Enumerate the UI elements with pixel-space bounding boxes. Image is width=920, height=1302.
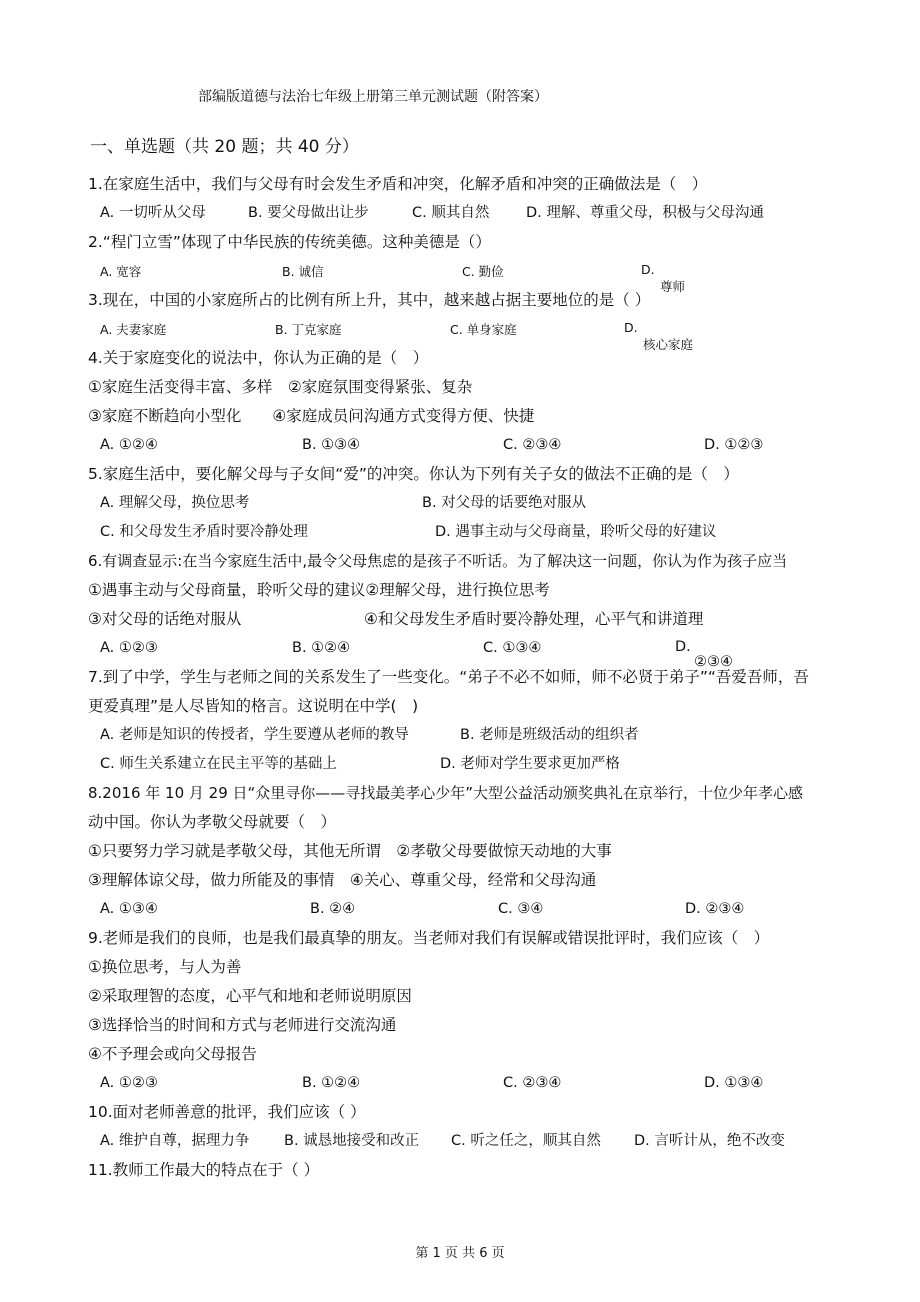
question-1-option-d: D. 理解、尊重父母，积极与父母沟通 xyxy=(526,205,764,221)
question-8-statements-2: ③理解体谅父母，做力所能及的事情 ④关心、尊重父母，经常和父母沟通 xyxy=(88,871,597,889)
question-9-statement-3: ③选择恰当的时间和方式与老师进行交流沟通 xyxy=(88,1016,397,1034)
question-3-option-b: B. 丁克家庭 xyxy=(275,322,342,337)
question-4-option-d: D. ①②③ xyxy=(704,437,764,453)
question-10-option-c: C. 听之任之，顺其自然 xyxy=(451,1133,601,1149)
question-6-statement-4: ④和父母发生矛盾时要冷静处理，心平气和讲道理 xyxy=(364,610,704,628)
question-3-stem: 3.现在，中国的小家庭所占的比例有所上升，其中，越来越占据主要地位的是（ ） xyxy=(88,291,651,309)
question-2-stem: 2.“程门立雪”体现了中华民族的传统美德。这种美德是（） xyxy=(88,233,491,251)
question-6-statements-1: ①遇事主动与父母商量，聆听父母的建议②理解父母，进行换位思考 xyxy=(88,581,550,599)
question-4-stem: 4.关于家庭变化的说法中，你认为正确的是（ ） xyxy=(88,349,429,367)
question-5-option-a: A. 理解父母，换位思考 xyxy=(100,495,250,511)
question-10-option-b: B. 诚恳地接受和改正 xyxy=(284,1133,420,1149)
question-4-statements-2: ③家庭不断趋向小型化 ④家庭成员问沟通方式变得方便、快捷 xyxy=(88,407,535,425)
question-9-option-c: C. ②③④ xyxy=(503,1075,562,1091)
question-2-option-d-text: 尊师 xyxy=(660,279,686,294)
question-5-option-d: D. 遇事主动与父母商量，聆听父母的好建议 xyxy=(435,524,717,540)
page-footer: 第 1 页 共 6 页 xyxy=(415,1246,505,1261)
question-6-option-a: A. ①②③ xyxy=(100,640,158,656)
question-9-option-d: D. ①③④ xyxy=(704,1075,764,1091)
question-11-stem: 11.教师工作最大的特点在于（ ） xyxy=(88,1161,320,1179)
question-4-statements-1: ①家庭生活变得丰富、多样 ②家庭氛围变得紧张、复杂 xyxy=(88,378,473,396)
question-8-stem-2: 动中国。你认为孝敬父母就要（ ） xyxy=(88,813,337,831)
question-6-option-c: C. ①③④ xyxy=(483,640,542,656)
question-7-option-d: D. 老师对学生要求更加严格 xyxy=(440,756,620,772)
question-9-statement-2: ②采取理智的态度，心平气和地和老师说明原因 xyxy=(88,987,412,1005)
question-8-option-c: C. ③④ xyxy=(498,901,544,917)
question-8-option-b: B. ②④ xyxy=(310,901,356,917)
question-1-stem: 1.在家庭生活中，我们与父母有时会发生矛盾和冲突，化解矛盾和冲突的正确做法是（ ） xyxy=(88,175,708,193)
question-5-option-c: C. 和父母发生矛盾时要冷静处理 xyxy=(100,524,308,540)
question-5-option-b: B. 对父母的话要绝对服从 xyxy=(422,495,587,511)
question-10-option-d: D. 言听计从，绝不改变 xyxy=(634,1133,785,1149)
question-8-option-d: D. ②③④ xyxy=(685,901,745,917)
question-4-option-c: C. ②③④ xyxy=(503,437,562,453)
question-6-option-b: B. ①②④ xyxy=(292,640,351,656)
question-2-option-c: C. 勤俭 xyxy=(462,264,504,279)
question-8-statements-1: ①只要努力学习就是孝敬父母，其他无所谓 ②孝敬父母要做惊天动地的大事 xyxy=(88,842,612,860)
question-7-option-a: A. 老师是知识的传授者，学生要遵从老师的教导 xyxy=(100,727,409,743)
question-1-option-b: B. 要父母做出让步 xyxy=(248,205,369,221)
question-6-statement-3: ③对父母的话绝对服从 xyxy=(88,610,242,628)
question-3-option-d: D. xyxy=(624,320,638,335)
question-6-stem: 6.有调查显示:在当今家庭生活中,最令父母焦虑的是孩子不听话。为了解决这一问题，你认为作为孩子应当 xyxy=(88,552,788,570)
question-7-stem-2: 更爱真理”是人尽皆知的格言。这说明在中学( ) xyxy=(88,697,419,715)
question-8-option-a: A. ①③④ xyxy=(100,901,158,917)
question-9-statement-1: ①换位思考，与人为善 xyxy=(88,958,242,976)
question-3-option-c: C. 单身家庭 xyxy=(450,322,517,337)
question-5-stem: 5.家庭生活中，要化解父母与子女间“爱”的冲突。你认为下列有关子女的做法不正确的是（ ） xyxy=(88,465,739,483)
question-2-option-b: B. 诚信 xyxy=(282,264,324,279)
question-8-stem-1: 8.2016 年 10 月 29 日“众里寻你——寻找最美孝心少年”大型公益活动颁奖典礼在京举行，十位少年孝心感 xyxy=(88,784,804,802)
question-7-option-b: B. 老师是班级活动的组织者 xyxy=(460,727,639,743)
question-9-option-a: A. ①②③ xyxy=(100,1075,158,1091)
question-6-option-d-text: ②③④ xyxy=(694,654,733,670)
question-1-option-c: C. 顺其自然 xyxy=(412,205,490,221)
question-9-option-b: B. ①②④ xyxy=(302,1075,361,1091)
question-4-option-a: A. ①②④ xyxy=(100,437,158,453)
question-3-option-d-text: 核心家庭 xyxy=(643,337,694,352)
question-6-option-d: D. xyxy=(675,639,691,655)
document-title: 部编版道德与法治七年级上册第三单元测试题（附答案） xyxy=(198,89,548,105)
question-7-stem-1: 7.到了中学，学生与老师之间的关系发生了一些变化。“弟子不必不如师，师不必贤于弟子”“吾爱吾师，吾 xyxy=(88,668,809,686)
question-4-option-b: B. ①③④ xyxy=(302,437,361,453)
question-3-option-a: A. 夫妻家庭 xyxy=(100,322,167,337)
question-1-option-a: A. 一切听从父母 xyxy=(100,205,206,221)
question-2-option-d: D. xyxy=(641,262,655,277)
question-10-stem: 10.面对老师善意的批评，我们应该（ ） xyxy=(88,1103,366,1121)
question-2-option-a: A. 宽容 xyxy=(100,264,142,279)
question-7-option-c: C. 师生关系建立在民主平等的基础上 xyxy=(100,756,337,772)
question-9-stem: 9.老师是我们的良师，也是我们最真挚的朋友。当老师对我们有误解或错误批评时，我们应该（ ） xyxy=(88,929,770,947)
question-9-statement-4: ④不予理会或向父母报告 xyxy=(88,1045,257,1063)
section-heading: 一、单选题（共 20 题；共 40 分） xyxy=(90,137,359,157)
question-10-option-a: A. 维护自尊，据理力争 xyxy=(100,1133,250,1149)
